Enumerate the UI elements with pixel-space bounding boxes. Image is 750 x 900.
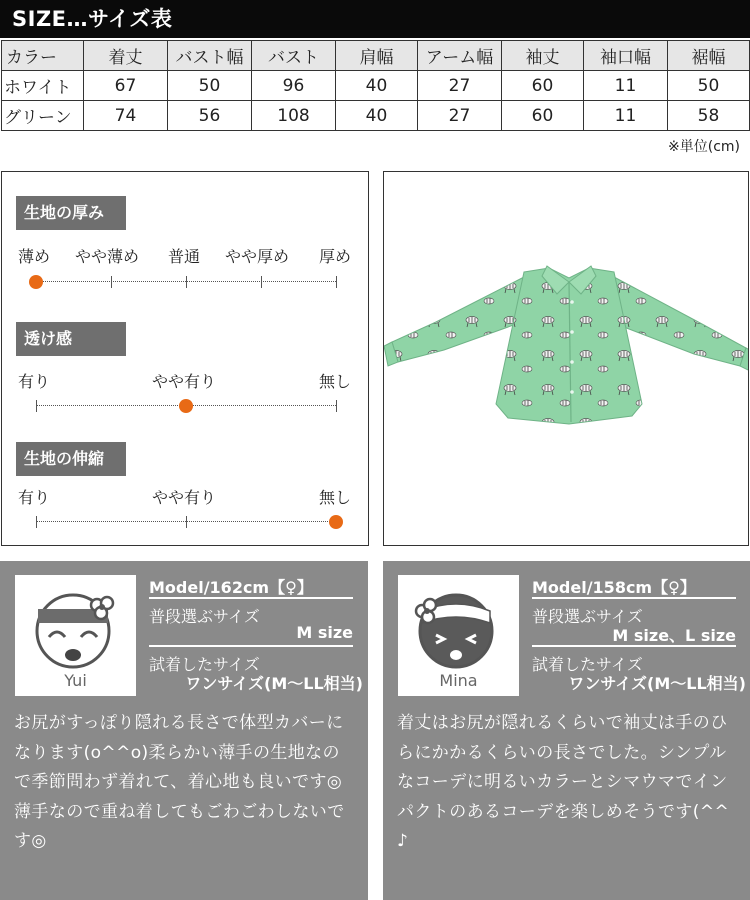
table-cell: 58 (668, 101, 750, 131)
scale-tick (336, 400, 337, 412)
table-cell: 27 (418, 101, 502, 131)
divider (149, 597, 353, 599)
table-cell: 60 (502, 71, 584, 101)
model-review-mina (383, 561, 750, 900)
unit-note: ※単位(cm) (668, 139, 740, 155)
scale-word: やや有り (152, 372, 217, 391)
scale-word: 無し (319, 372, 352, 391)
table-cell: 11 (584, 101, 668, 131)
table-cell: 40 (336, 101, 418, 131)
thickness-label: 生地の厚み (16, 196, 126, 230)
divider (532, 597, 736, 599)
tried-size-value: ワンサイズ(M〜LL相当) (185, 674, 363, 693)
divider (532, 645, 736, 647)
thickness-indicator (29, 275, 43, 289)
column-header: 着丈 (84, 41, 168, 71)
model-comment: 着丈はお尻が隠れるくらいで袖丈は手のひらにかかるくらいの長さでした。シンプルなコーデに明るいカラーとシマウマでインパクトのあるコーデを楽しめそうです(^^♪ (397, 713, 730, 851)
table-cell: 74 (84, 101, 168, 131)
table-cell: 67 (84, 71, 168, 101)
table-cell: 60 (502, 101, 584, 131)
sheerness-indicator (179, 399, 193, 413)
usual-size-label: 普段選ぶサイズ (532, 607, 643, 626)
table-cell: 11 (584, 71, 668, 101)
column-header: 袖口幅 (584, 41, 668, 71)
scale-word: 薄め (18, 247, 51, 266)
tried-size-label: 試着したサイズ (149, 655, 260, 674)
stretch-indicator (329, 515, 343, 529)
scale-word: 普通 (168, 247, 201, 266)
table-cell: 40 (336, 71, 418, 101)
column-header: アーム幅 (418, 41, 502, 71)
scale-tick (186, 276, 187, 288)
model-height: Model/158cm【♀】 (532, 578, 696, 597)
stretch-label: 生地の伸縮 (16, 442, 126, 476)
model-height: Model/162cm【♀】 (149, 578, 313, 597)
scale-word: やや薄め (75, 247, 140, 266)
column-header: 裾幅 (668, 41, 750, 71)
column-header: バスト幅 (168, 41, 252, 71)
model-meta (149, 575, 363, 697)
scale-word: 有り (18, 488, 51, 507)
scale-tick (261, 276, 262, 288)
column-header: カラー (2, 41, 84, 71)
column-header: 肩幅 (336, 41, 418, 71)
table-cell: 50 (668, 71, 750, 101)
thickness-track (36, 281, 336, 282)
tried-size-label: 試着したサイズ (532, 655, 643, 674)
table-cell: 108 (252, 101, 336, 131)
model-avatar (15, 575, 136, 696)
table-row (2, 71, 750, 101)
model-name: Mina (439, 671, 478, 690)
scale-tick (336, 276, 337, 288)
table-cell: グリーン (2, 101, 84, 131)
scale-word: やや厚め (225, 247, 290, 266)
usual-size-value: M size、L size (612, 626, 736, 645)
table-cell: ホワイト (2, 71, 84, 101)
divider (149, 645, 353, 647)
fabric-feel-panel (1, 171, 369, 546)
product-photo-panel (383, 171, 749, 546)
usual-size-label: 普段選ぶサイズ (149, 607, 260, 626)
table-cell: 96 (252, 71, 336, 101)
model-review-yui (0, 561, 368, 900)
size-table-header (2, 41, 750, 71)
scale-word: 厚め (319, 247, 352, 266)
table-cell: 56 (168, 101, 252, 131)
model-meta (532, 575, 746, 697)
scale-tick (186, 516, 187, 528)
scale-word: 有り (18, 372, 51, 391)
scale-word: 無し (319, 488, 352, 507)
green-zebra-shirt-image (384, 172, 748, 545)
usual-size-value: M size (296, 623, 353, 642)
size-chart-title: SIZE…サイズ表 (0, 0, 750, 38)
sheerness-track (36, 405, 336, 406)
column-header: バスト (252, 41, 336, 71)
tried-size-value: ワンサイズ(M〜LL相当) (568, 674, 746, 693)
table-row (2, 101, 750, 131)
stretch-track (36, 521, 336, 522)
scale-tick (111, 276, 112, 288)
model-name: Yui (64, 671, 87, 690)
scale-tick (36, 516, 37, 528)
column-header: 袖丈 (502, 41, 584, 71)
scale-tick (36, 400, 37, 412)
scale-word: やや有り (152, 488, 217, 507)
sheerness-label: 透け感 (16, 322, 126, 356)
table-cell: 27 (418, 71, 502, 101)
model-avatar (398, 575, 519, 696)
size-table (1, 40, 750, 131)
model-comment: お尻がすっぽり隠れる長さで体型カバーになります(o^^o)柔らかい薄手の生地なので季節問わず着れて、着心地も良いです◎薄手なので重ね着してもごわごわしないです◎ (14, 713, 345, 851)
table-cell: 50 (168, 71, 252, 101)
